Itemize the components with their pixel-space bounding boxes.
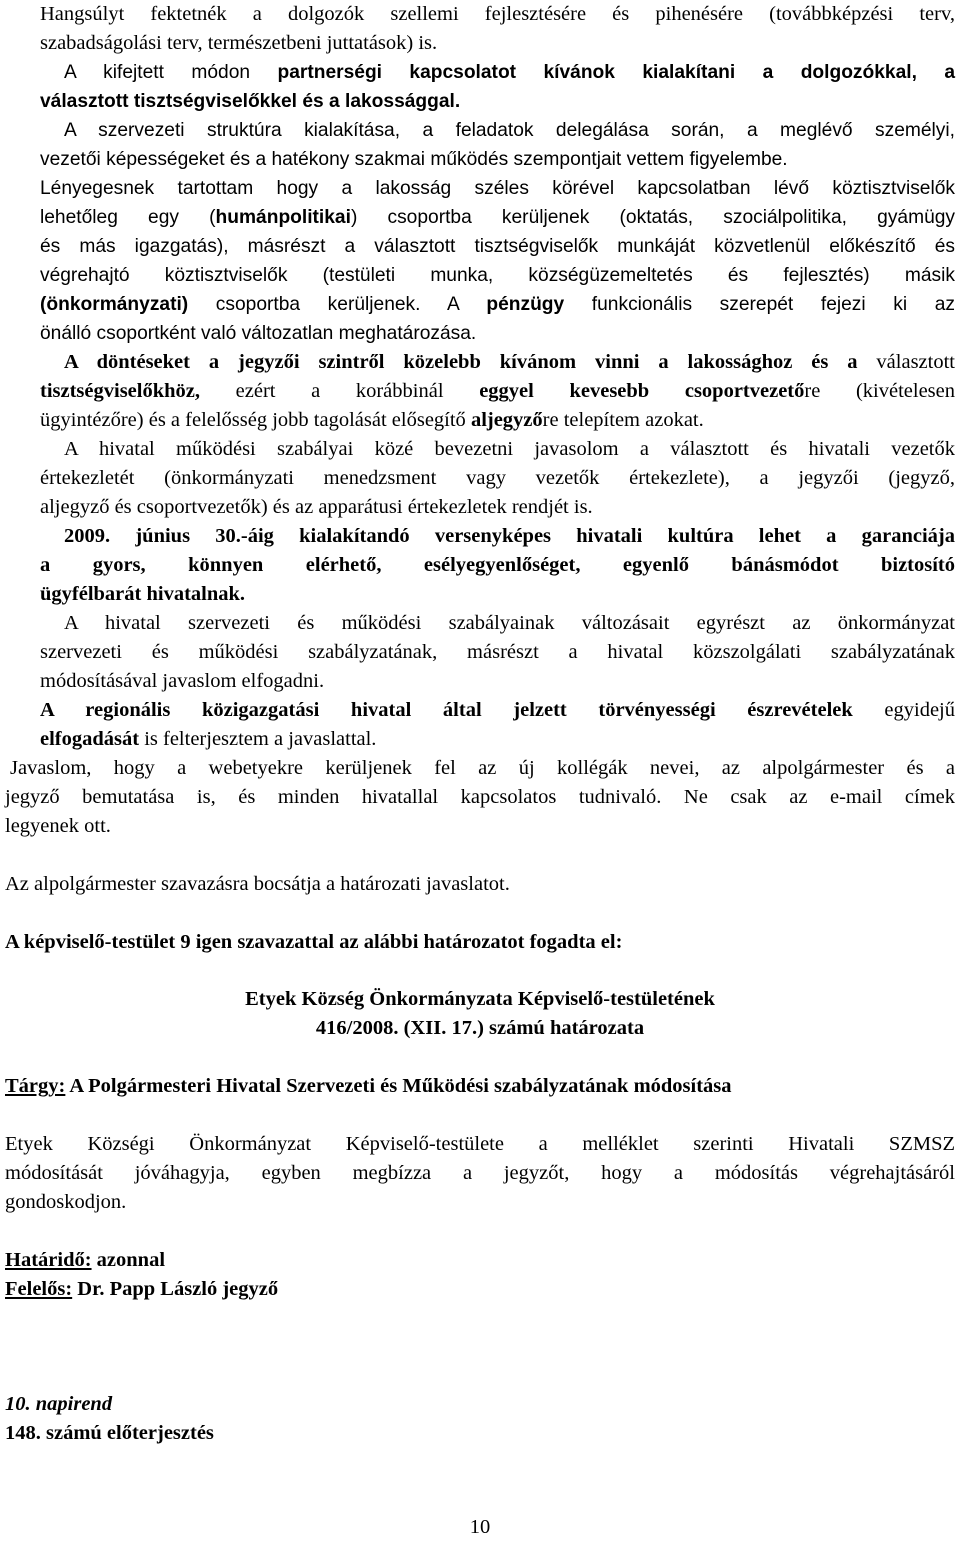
paragraph-meetings-line-3: aljegyző és csoportvezetők) és az apparátusi értekezletek rendjét is. (40, 496, 593, 518)
paragraph-regional-line-1 (40, 696, 955, 725)
fewer-managers-term: eggyel kevesebb csoportvezető (479, 380, 805, 402)
deadline-value: azonnal (91, 1249, 166, 1271)
paragraph-decisions-line-1 (64, 348, 955, 377)
paragraph-rules-line-2: szervezeti és működési szabályzatának, másrészt a hivatal közszolgálati szabályzatának (40, 641, 955, 663)
paragraph-regional-line-2 (40, 725, 376, 754)
paragraph-partnership-line-2: választott tisztségviselőkkel és a lakossággal. (40, 91, 461, 112)
paragraph-rules-line-1: A hivatal szervezeti és működési szabályainak változásait egyrészt az önkormányzat (64, 612, 955, 634)
paragraph-staff-development-line-1: Hangsúlyt fektetnék a dolgozók szellemi fejlesztésére és pihenésére (továbbképzési terv, (40, 3, 955, 25)
partnership-intro: A kifejtett módon (64, 62, 278, 83)
groups-l2-a: lehetőleg egy ( (40, 207, 216, 228)
deadline-label: Határidő: (5, 1249, 92, 1271)
resolution-body-line-2: módosítását jóváhagyja, egyben megbízza a jegyzőt, hogy a módosítás végrehajtásáról (5, 1162, 955, 1184)
agenda-item: 10. napirend (5, 1393, 113, 1415)
decisions-l3-c: re telepítem azokat. (542, 409, 704, 431)
groups-l5-d: funkcionális szerepét fejezi ki az (564, 294, 956, 315)
paragraph-website-line-2: jegyző bemutatása is, és minden hivatallal kapcsolatos tudnivaló. Ne csak az e-mail címek (5, 786, 955, 808)
paragraph-decisions-line-2 (40, 377, 955, 406)
subject-label: Tárgy: (5, 1075, 66, 1097)
culture-l1-a: 2009. június 30.-áig kialakítandó versenyképes (64, 525, 577, 547)
acceptance-term: elfogadását (40, 728, 140, 750)
officials-term: tisztségviselőkhöz, (40, 380, 200, 402)
decisions-emphasis: A döntéseket a jegyzői szintről közelebb kívánom vinni a lakossághoz és a (64, 351, 858, 373)
groups-l2-c: ) csoportba kerüljenek (oktatás, szociálpolitika, gyámügy (350, 207, 956, 228)
regional-emphasis: A regionális közigazgatási hivatal által jelzett törvényességi észrevételek (40, 699, 853, 721)
decisions-l2-d: re (kivételesen (804, 380, 956, 402)
resolution-title-line-2: 416/2008. (XII. 17.) számú határozata (315, 1017, 645, 1039)
responsible-label: Felelős: (5, 1278, 73, 1300)
paragraph-groups-line-5 (40, 290, 955, 319)
paragraph-groups-line-4: végrehajtó köztisztviselők (testületi munka, községüzemeltetés és fejlesztés) másik (40, 265, 955, 286)
paragraph-partnership-line-1 (64, 58, 955, 87)
municipal-term: (önkormányzati) (40, 294, 189, 315)
vote-intro: Az alpolgármester szavazásra bocsátja a határozati javaslatot. (5, 873, 510, 895)
resolution-title-line-1: Etyek Község Önkormányzata Képviselő-testületének (245, 988, 715, 1010)
responsible-value: Dr. Papp László jegyző (72, 1278, 279, 1300)
culture-l1-b: hivatali kultúra lehet a garanciája (576, 525, 955, 547)
resolution-body-line-3: gondoskodjon. (5, 1191, 127, 1213)
paragraph-staff-development-line-2: szabadságolási terv, természetbeni juttatások) is. (40, 32, 438, 54)
paragraph-meetings-line-2: értekezletét (önkormányzati menedzsment vagy vezetők értekezlete), a jegyzői (jegyző, (40, 467, 955, 489)
decisions-l3-a: ügyintézőre) és a felelősség jobb tagolását elősegítő (40, 409, 471, 431)
paragraph-website-line-1: Javaslom, hogy a webetyekre kerüljenek fel az új kollégák nevei, az alpolgármester és a (10, 757, 955, 779)
paragraph-decisions-line-3 (40, 406, 704, 435)
regional-l2-b: is felterjesztem a javaslattal. (139, 728, 377, 750)
paragraph-rules-line-3: módosításával javaslom elfogadni. (40, 670, 325, 692)
paragraph-structure-line-1: A szervezeti struktúra kialakítása, a feladatok delegálása során, a meglévő személyi, (64, 120, 955, 141)
groups-l5-b: csoportba kerüljenek. A (188, 294, 487, 315)
subject-text: A Polgármesteri Hivatal Szervezeti és Működési szabályzatának módosítása (65, 1075, 732, 1097)
resolution-responsible (5, 1275, 278, 1304)
resolution-subject (5, 1072, 732, 1101)
paragraph-groups-line-6: önálló csoportként való változatlan meghatározása. (40, 323, 477, 344)
vote-result: A képviselő-testület 9 igen szavazattal az alábbi határozatot fogadta el: (5, 931, 623, 953)
paragraph-groups-line-1: Lényegesnek tartottam hogy a lakosság széles körével kapcsolatban lévő köztisztviselők (40, 178, 955, 199)
finance-term: pénzügy (486, 294, 565, 315)
paragraph-meetings-line-1: A hivatal működési szabályai közé bevezetni javasolom a választott és hivatali vezetők (64, 438, 955, 460)
partnership-emphasis: partnerségi kapcsolatot kívánok kialakítani a dolgozókkal, a (277, 62, 956, 83)
paragraph-groups-line-2 (40, 203, 955, 232)
deputy-clerk-term: aljegyző (470, 409, 543, 431)
paragraph-structure-line-2: vezetői képességeket és a hatékony szakmai működés szempontjait vettem figyelembe. (40, 149, 788, 170)
page-number: 10 (469, 1516, 491, 1538)
paragraph-culture-line-3: ügyfélbarát hivatalnak. (40, 583, 246, 605)
regional-l1-b: egyidejű (852, 699, 955, 721)
paragraph-culture-line-1 (64, 522, 955, 551)
paragraph-website-line-3: legyenek ott. (5, 815, 111, 837)
paragraph-culture-line-2: a gyors, könnyen elérhető, esélyegyenlőséget, egyenlő bánásmódot biztosító (40, 554, 955, 576)
paragraph-groups-line-3: és más igazgatás), másrészt a választott tisztségviselők munkáját közvetlenül előkészítő és (40, 236, 955, 257)
resolution-deadline (5, 1246, 165, 1275)
decisions-l2-b: ezért a korábbinál (200, 380, 480, 402)
humanpolitical-term: humánpolitikai (215, 207, 351, 228)
decisions-l1-b: választott (857, 351, 955, 373)
proposal-number: 148. számú előterjesztés (5, 1422, 214, 1444)
resolution-body-line-1: Etyek Községi Önkormányzat Képviselő-testülete a melléklet szerinti Hivatali SZMSZ (5, 1133, 955, 1155)
